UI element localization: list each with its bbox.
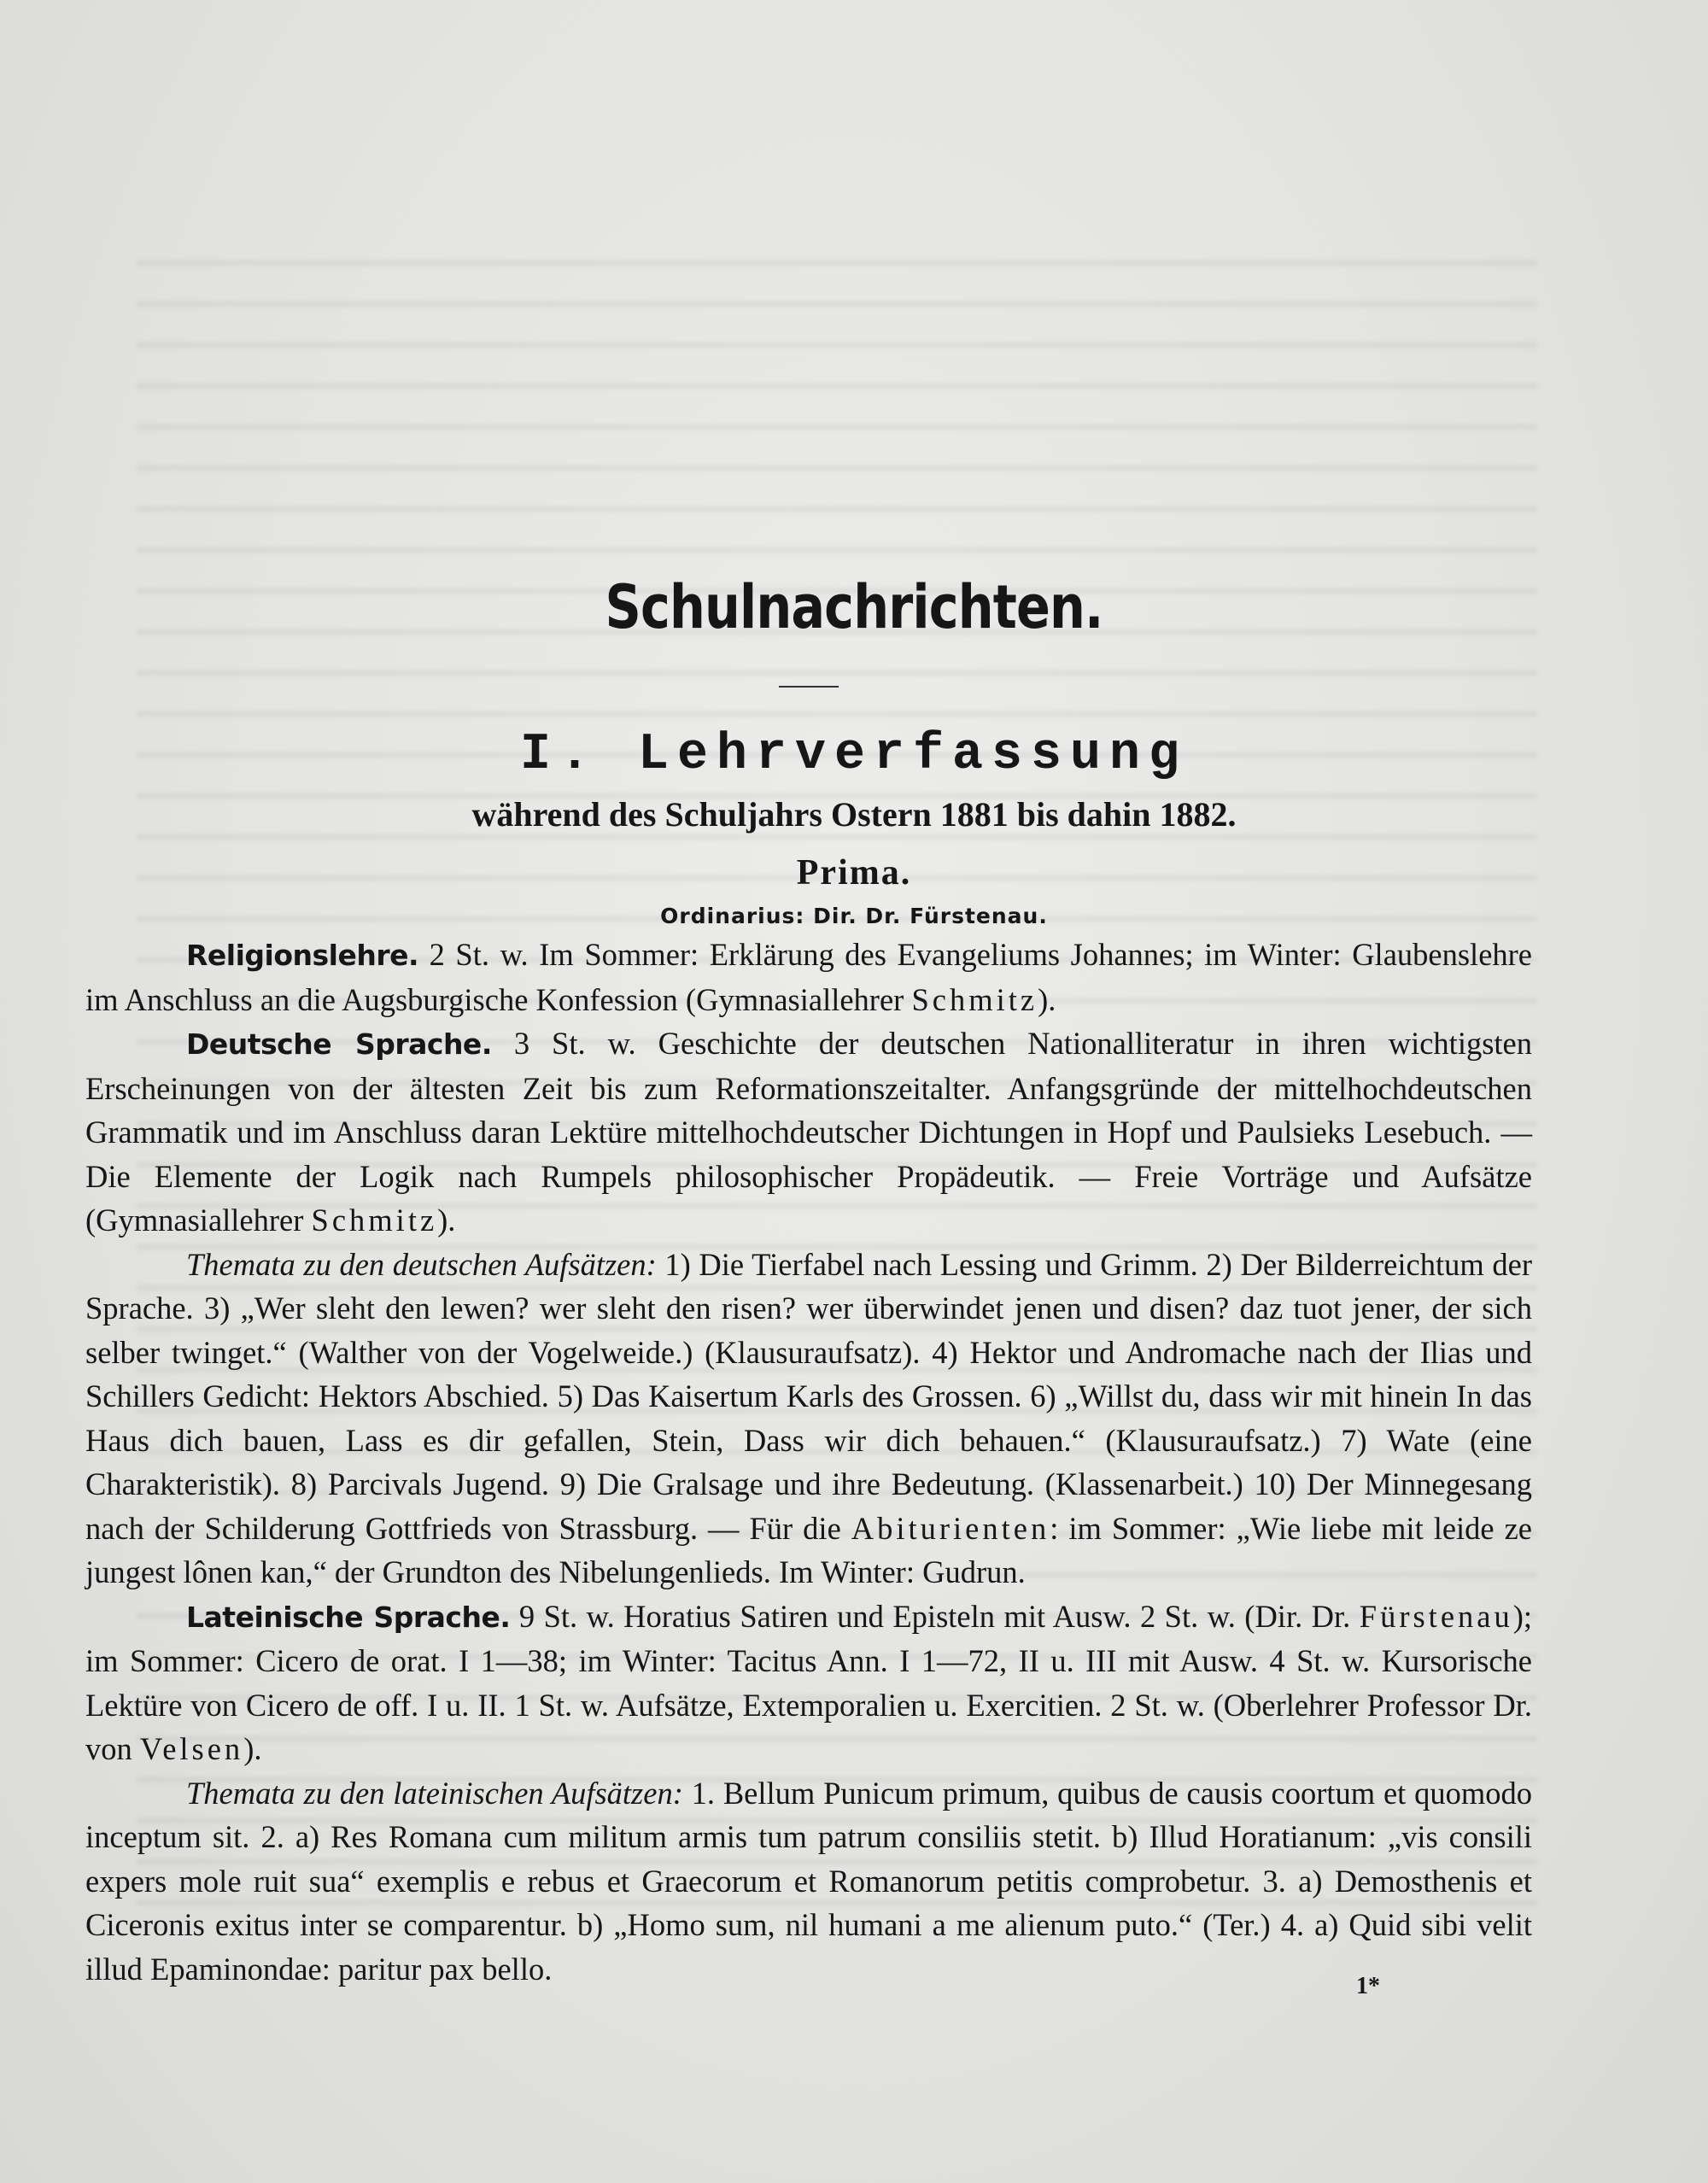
subject-heading: Religionslehre.	[186, 939, 419, 972]
page-heading: Schulnachrichten.	[605, 572, 1103, 642]
subject-heading: Lateinische Sprache.	[186, 1600, 511, 1634]
teacher-name: Schmitz	[311, 1203, 438, 1238]
paragraph-text: 1. Bellum Punicum primum, quibus de causis coortum et quomodo inceptum sit. 2. a) Res Romana cum militum armis tum patrum consiliis stetit. b) Illud Horatianum: „vis consili expers mole ruit sua“ exemplis e rebus et Graecorum et Romanorum petitis comprobetur. 3. a) Demosthenis et Ciceronis exitus inter se comparentur. b) „Homo sum, nil humani a me alienum puto.“ (Ter.) 4. a) Quid sibi velit illud Epaminondae: paritur pax bello.	[85, 1775, 1532, 1987]
abiturienten-term: Abiturienten	[851, 1510, 1050, 1546]
heading-rule	[779, 686, 839, 688]
paragraph-text: ).	[1038, 981, 1056, 1017]
teacher-name: Velsen	[139, 1731, 244, 1766]
paragraph-text: ); im Sommer: Cicero de orat. I 1—38; im Winter: Tacitus Ann. I 1—72, II u. III mit Ausw. 4 St. w. Kursorische Lektüre von Cicero de off. I u. II. 1 St. w. Aufsätze, Extemporalien u. Exercitien. 2 St. w. (Oberlehrer Professor Dr. von	[85, 1598, 1533, 1766]
teacher-name: Schmitz	[911, 981, 1038, 1017]
paragraph-deutsch-themata	[85, 1243, 1532, 1595]
paragraph-text: 3 St. w. Geschichte der deutschen Nationalliteratur in ihren wichtigsten Erscheinungen von der ältesten Zeit bis zum Reformationszeitalter. Anfangsgründe der mittelhochdeutschen Grammatik und im Anschluss daran Lektüre mittelhochdeutscher Dichtungen in Hopf und Paulsieks Lesebuch. — Die Elemente der Logik nach Rumpels philosophischer Propädeutik. — Freie Vorträge und Aufsätze (Gymnasiallehrer	[85, 1026, 1533, 1238]
paragraph-text: 9 St. w. Horatius Satiren und Episteln mit Ausw. 2 St. w. (Dir. Dr.	[510, 1598, 1360, 1634]
paragraph-text: : im Sommer: „Wie liebe mit leide ze jungest lônen kan,“ der Grundton des Nibelungenlieds. Im Winter: Gudrun.	[85, 1510, 1532, 1589]
teacher-name: Fürstenau	[1359, 1598, 1513, 1634]
paragraph-deutsch	[85, 1021, 1532, 1243]
paragraph-text: ).	[243, 1731, 262, 1766]
themata-label: Themata zu den deutschen Aufsätzen:	[186, 1246, 657, 1282]
paragraph-text: ).	[437, 1203, 456, 1238]
themata-label: Themata zu den lateinischen Aufsätzen:	[186, 1775, 683, 1811]
body-text	[85, 933, 1532, 1991]
subject-heading: Deutsche Sprache.	[186, 1027, 492, 1061]
paragraph-latein-themata	[85, 1771, 1532, 1992]
paragraph-text: 1) Die Tierfabel nach Lessing und Grimm. 2) Der Bilderreichtum der Sprache. 3) „Wer sleht den lewen? wer sleht den risen? wer überwindet jenen und disen? daz tuot jener, der sich selber twinget.“ (Walther von der Vogelweide.) (Klausuraufsatz). 4) Hektor und Andromache nach der Ilias und Schillers Gedicht: Hektors Abschied. 5) Das Kaisertum Karls des Grossen. 6) „Willst du, dass wir mit hinein In das Haus dich bauen, Lass es dir gefallen, Stein, Dass wir dich behauen.“ (Klausuraufsatz.) 7) Wate (eine Charakteristik). 8) Parcivals Jugend. 9) Die Gralsage und ihre Bedeutung. (Klassenarbeit.) 10) Der Minnegesang nach der Schilderung Gottfrieds von Strassburg. — Für die	[85, 1246, 1532, 1546]
page-number: 1*	[1356, 1973, 1380, 1999]
class-title: Prima.	[796, 853, 912, 893]
ordinarius-line: Ordinarius: Dir. Dr. Fürstenau.	[660, 904, 1048, 928]
paragraph-text: 2 St. w. Im Sommer: Erklärung des Evangeliums Johannes; im Winter: Glaubenslehre im Anschluss an die Augsburgische Konfession (Gymnasiallehrer	[85, 937, 1532, 1017]
paragraph-latein	[85, 1595, 1532, 1771]
paragraph-religion	[85, 933, 1532, 1021]
period-subtitle: während des Schuljahrs Ostern 1881 bis dahin 1882.	[471, 795, 1237, 834]
section-title: I. Lehrverfassung	[519, 726, 1189, 784]
